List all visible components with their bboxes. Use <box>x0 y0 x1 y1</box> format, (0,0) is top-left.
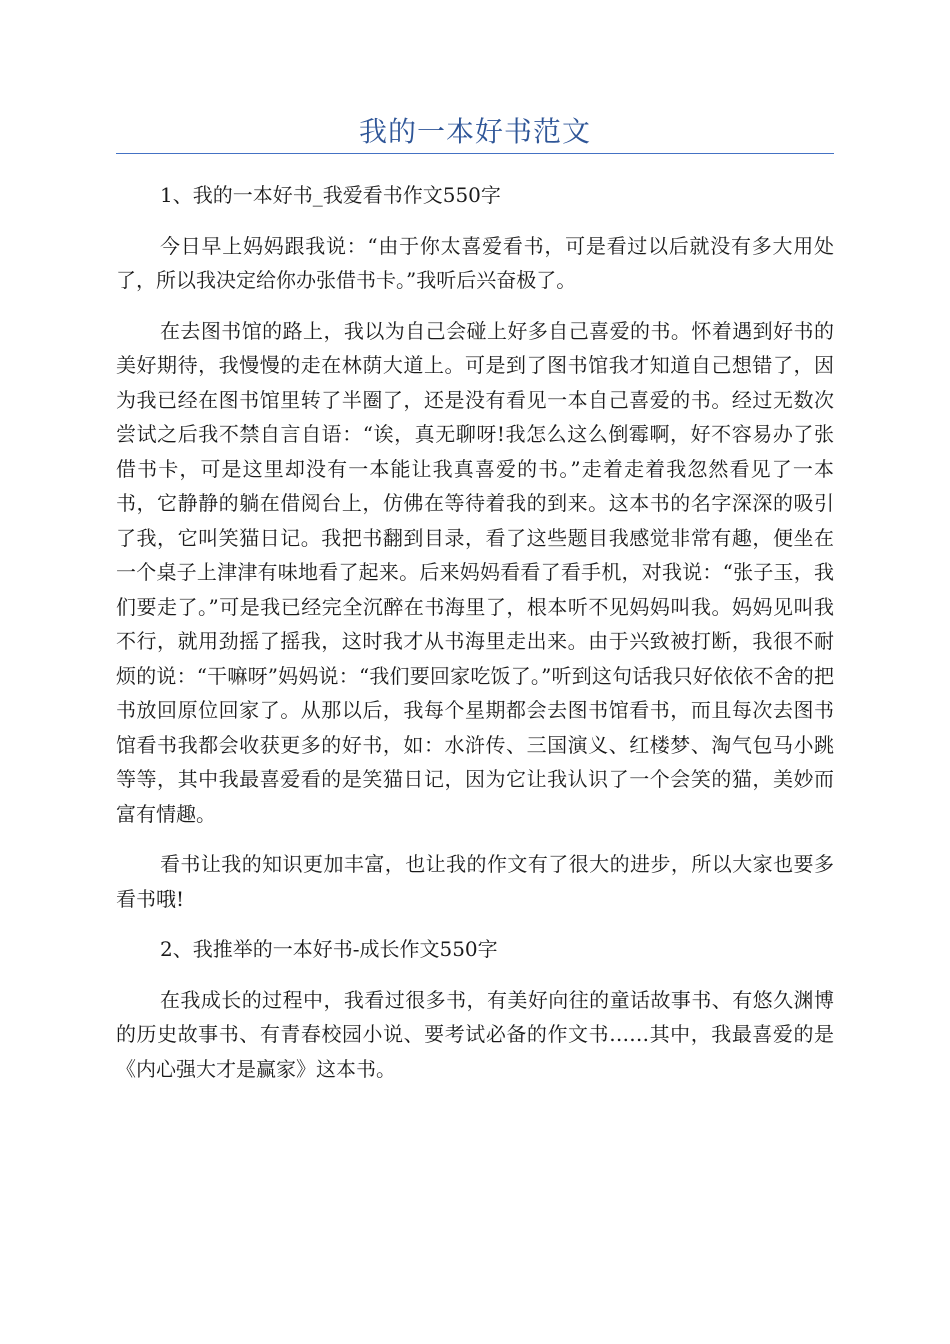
document-title: 我的一本好书范文 <box>358 115 591 148</box>
document-body <box>116 178 834 1102</box>
paragraph-4: 在我成长的过程中，我看过很多书，有美好向往的童话故事书、有悠久渊博的历史故事书、有青春校园小说、要考试必备的作文书……其中，我最喜爱的是《内心强大才是赢家》这本书。 <box>116 987 834 1081</box>
section-heading-2: 2、我推举的一本好书-成长作文550字 <box>160 937 498 961</box>
paragraph-3: 看书让我的知识更加丰富，也让我的作文有了很大的进步，所以大家也要多看书哦! <box>116 852 834 911</box>
paragraph-2: 在去图书馆的路上，我以为自己会碰上好多自己喜爱的书。怀着遇到好书的美好期待，我慢慢的走在林荫大道上。可是到了图书馆我才知道自己想错了，因为我已经在图书馆里转了半圈了，还是没有看见一本自己喜爱的书。经过无数次尝试之后我不禁自言自语：“诶，真无聊呀!我怎么这么倒霉啊，好不容易办了张借书卡，可是这里却没有一本能让我真喜爱的书。”走着走着我忽然看见了一本书，它静静的躺在借阅台上，仿佛在等待着我的到来。这本书的名字深深的吸引了我，它叫笑猫日记。我把书翻到目录，看了这些题目我感觉非常有趣，便坐在一个桌子上津津有味地看了起来。后来妈妈看看了看手机，对我说：“张子玉，我们要走了。”可是我已经完全沉醉在书海里了，根本听不见妈妈叫我。妈妈见叫我不行，就用劲摇了摇我，这时我才从书海里走出来。由于兴致被打断，我很不耐烦的说：“干嘛呀”妈妈说：“我们要回家吃饭了。”听到这句话我只好依依不舍的把书放回原位回家了。从那以后，我每个星期都会去图书馆看书，而且每次去图书馆看书我都会收获更多的好书，如：水浒传、三国演义、红楼梦、淘气包马小跳等等，其中我最喜爱看的是笑猫日记，因为它让我认识了一个会笑的猫，美妙而富有情趣。 <box>116 318 834 826</box>
paragraph-1: 今日早上妈妈跟我说：“由于你太喜爱看书，可是看过以后就没有多大用处了，所以我决定给你办张借书卡。”我听后兴奋极了。 <box>116 233 834 292</box>
section-heading-1: 1、我的一本好书_我爱看书作文550字 <box>160 183 501 207</box>
title-underline <box>116 153 834 154</box>
